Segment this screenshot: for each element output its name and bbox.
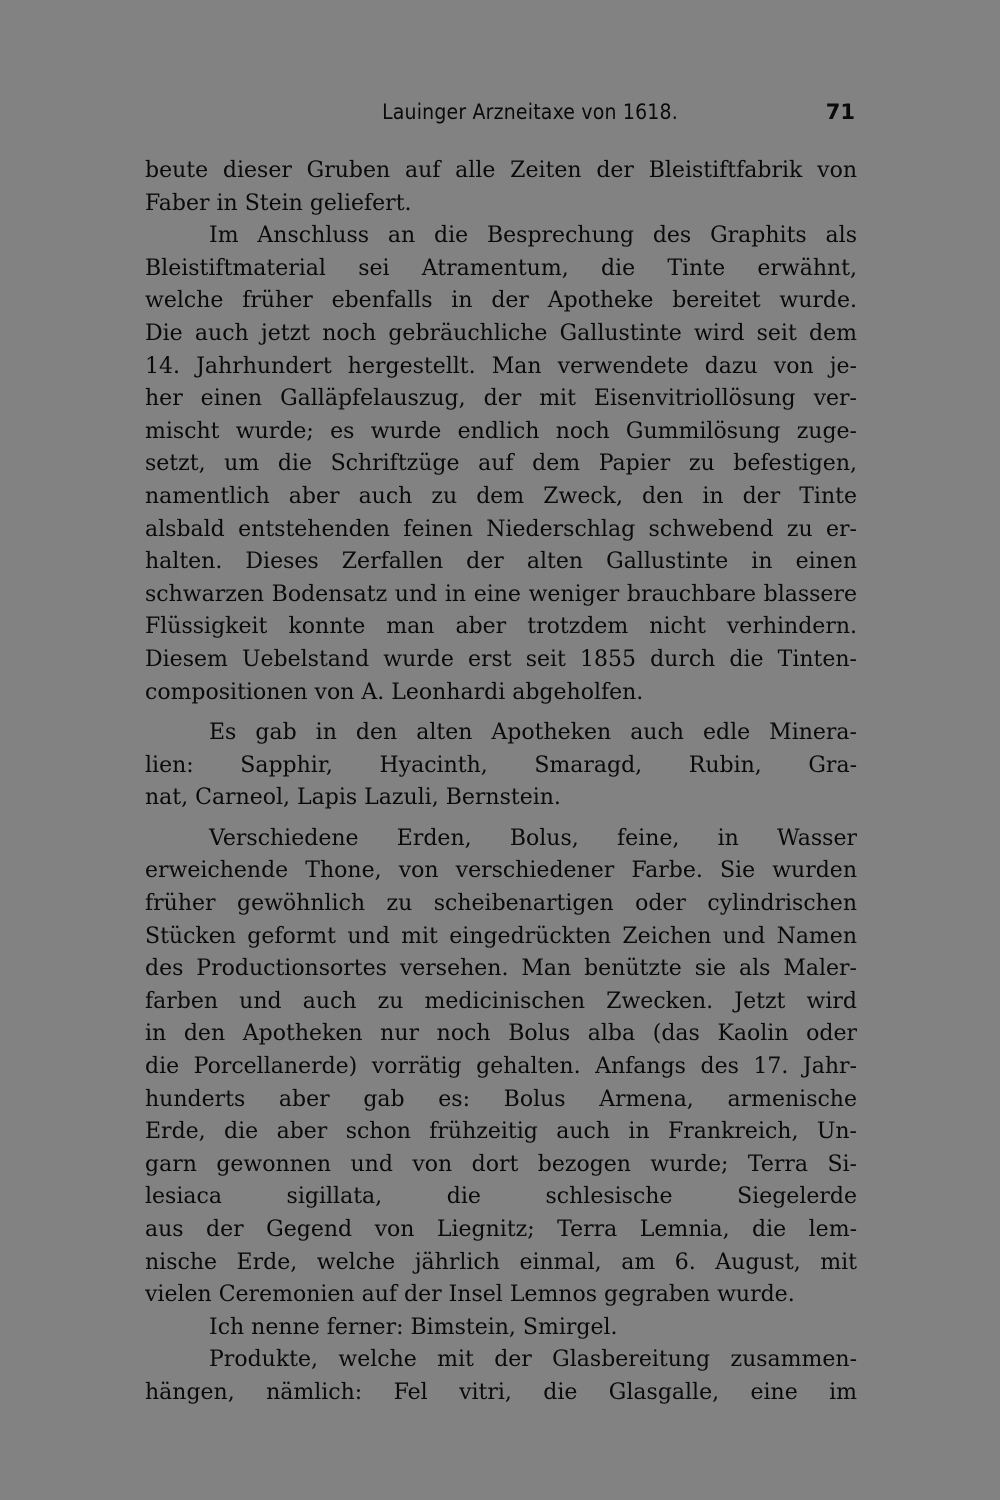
paragraph-gap: [145, 815, 857, 823]
paragraph: [145, 155, 857, 220]
text-line: garn gewonnen und von dort bezogen wurde; Terra Si-: [145, 1151, 857, 1177]
text-line: schwarzen Bodensatz und in eine weniger brauchbare blassere: [145, 581, 857, 607]
text-line: die Porcellanerde) vorrätig gehalten. Anfangs des 17. Jahr-: [145, 1054, 857, 1080]
text-line: mischt wurde; es wurde endlich noch Gummilösung zuge-: [145, 418, 857, 444]
text-line: des Productionsortes versehen. Man benützte sie als Maler-: [145, 956, 857, 982]
text-line: alsbald entstehenden feinen Niederschlag schwebend zu er-: [145, 516, 857, 542]
paragraph: [145, 823, 857, 1312]
text-line: halten. Dieses Zerfallen der alten Gallustinte in einen: [145, 549, 857, 575]
text-line: Im Anschluss an die Besprechung des Graphits als: [209, 223, 857, 249]
paragraph: [145, 1344, 857, 1409]
page-header: [145, 100, 855, 132]
text-line: lien: Sapphir, Hyacinth, Smaragd, Rubin, Gra-: [145, 752, 857, 778]
text-line: setzt, um die Schriftzüge auf dem Papier zu befestigen,: [145, 451, 857, 477]
text-line: welche früher ebenfalls in der Apotheke bereitet wurde.: [145, 288, 857, 314]
text-line: Verschiedene Erden, Bolus, feine, in Wasser: [209, 825, 857, 851]
text-line: Es gab in den alten Apotheken auch edle Minera-: [209, 720, 857, 746]
text-line: Stücken geformt und mit eingedrückten Zeichen und Namen: [145, 923, 857, 949]
text-line: namentlich aber auch zu dem Zweck, den in der Tinte: [145, 483, 857, 509]
text-line: früher gewöhnlich zu scheibenartigen oder cylindrischen: [145, 891, 857, 917]
text-line: beute dieser Gruben auf alle Zeiten der Bleistiftfabrik von: [145, 158, 857, 183]
text-line: Faber in Stein geliefert.: [145, 190, 412, 216]
text-line: Produkte, welche mit der Glasbereitung zusammen-: [209, 1347, 857, 1373]
text-line: Ich nenne ferner: Bimstein, Smirgel.: [209, 1314, 618, 1340]
paragraph-gap: [145, 709, 857, 717]
running-title: Lauinger Arzneitaxe von 1618.: [382, 100, 678, 124]
text-line: nische Erde, welche jährlich einmal, am 6. August, mit: [145, 1249, 857, 1275]
text-line: Flüssigkeit konnte man aber trotzdem nicht verhindern.: [145, 614, 857, 640]
page-number: 71: [825, 100, 855, 124]
text-line: Bleistiftmaterial sei Atramentum, die Tinte erwähnt,: [145, 255, 857, 281]
text-line: vielen Ceremonien auf der Insel Lemnos gegraben wurde.: [145, 1282, 795, 1308]
text-line: erweichende Thone, von verschiedener Farbe. Sie wurden: [145, 858, 857, 884]
text-line: her einen Galläpfelauszug, der mit Eisenvitriollösung ver-: [145, 386, 857, 412]
paragraph: [145, 220, 857, 709]
text-line: Erde, die aber schon frühzeitig auch in Frankreich, Un-: [145, 1119, 857, 1145]
paragraph: [145, 717, 857, 815]
text-line: Die auch jetzt noch gebräuchliche Gallustinte wird seit dem: [145, 320, 857, 346]
text-line: in den Apotheken nur noch Bolus alba (das Kaolin oder: [145, 1021, 857, 1047]
text-line: aus der Gegend von Liegnitz; Terra Lemnia, die lem-: [145, 1217, 857, 1242]
text-line: 14. Jahrhundert hergestellt. Man verwendete dazu von je-: [145, 353, 857, 379]
text-line: hängen, nämlich: Fel vitri, die Glasgalle, eine im: [145, 1379, 857, 1405]
text-line: compositionen von A. Leonhardi abgeholfen.: [145, 679, 644, 705]
text-line: nat, Carneol, Lapis Lazuli, Bernstein.: [145, 785, 561, 811]
text-line: Diesem Uebelstand wurde erst seit 1855 durch die Tinten-: [145, 646, 857, 672]
text-line: farben und auch zu medicinischen Zwecken. Jetzt wird: [145, 988, 857, 1014]
text-line: hunderts aber gab es: Bolus Armena, armenische: [145, 1086, 857, 1112]
text-line: lesiaca sigillata, die schlesische Siegelerde: [145, 1184, 857, 1210]
paragraph: [145, 1312, 857, 1345]
body-text: [145, 155, 857, 1410]
